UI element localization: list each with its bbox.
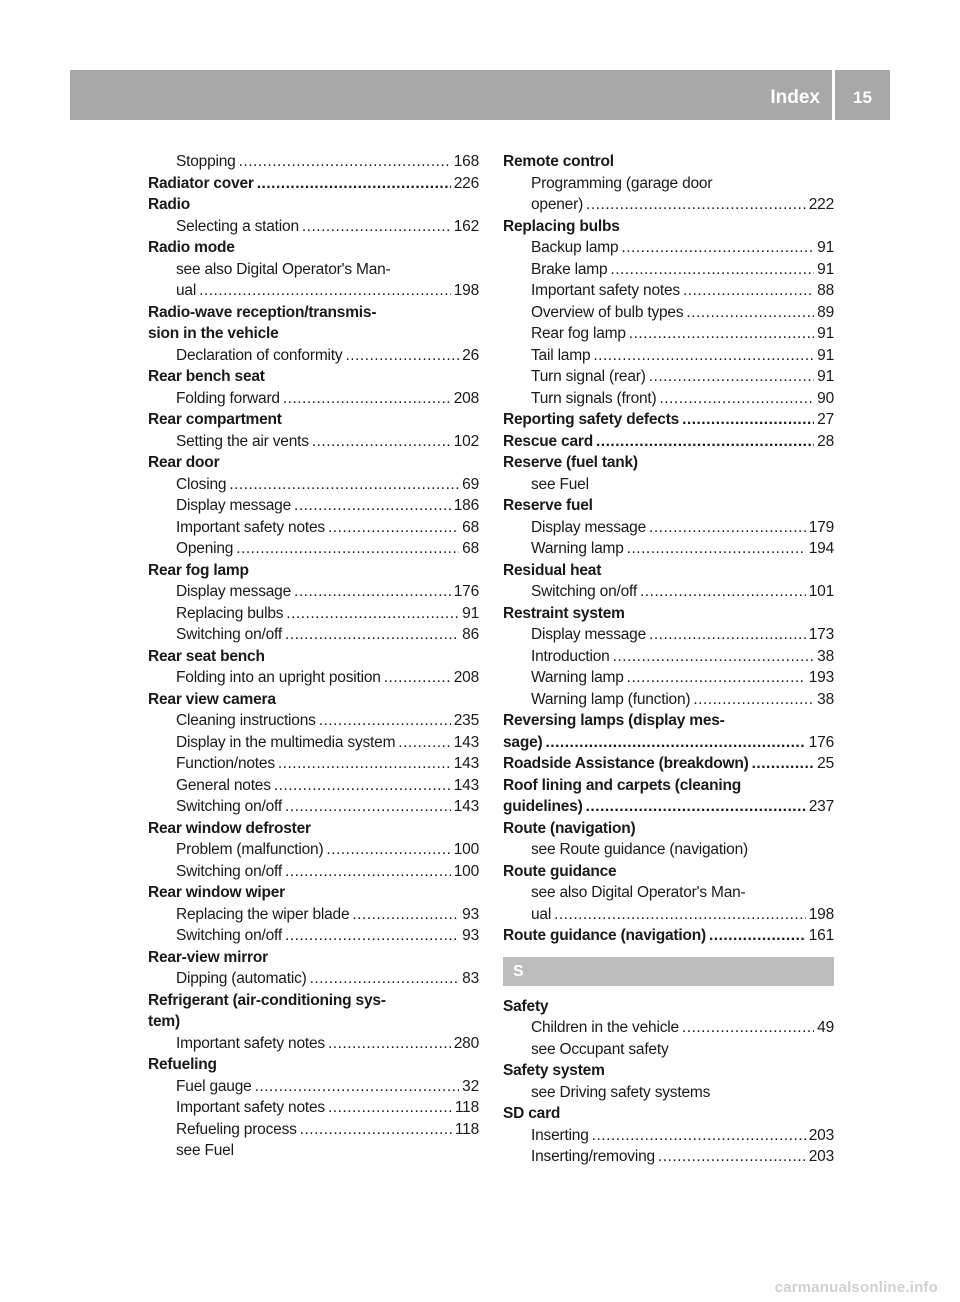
dot-leader <box>229 474 459 496</box>
dot-leader <box>613 646 815 668</box>
dot-leader <box>345 345 459 367</box>
entry-page-number: 38 <box>817 647 834 665</box>
dot-leader <box>649 624 806 646</box>
entry-page-number: 38 <box>817 690 834 708</box>
dot-leader <box>310 968 460 990</box>
entry-page-number: 208 <box>453 389 479 407</box>
index-entry <box>148 538 479 560</box>
index-heading: Reserve fuel <box>503 497 593 514</box>
entry-text: Folding into an upright position <box>176 669 381 686</box>
entry-text: Switching on/off <box>176 927 282 944</box>
index-entry <box>148 431 479 453</box>
entry-text: Switching on/off <box>176 862 282 880</box>
index-entry <box>148 732 479 754</box>
dot-leader <box>627 538 806 560</box>
dot-leader <box>302 216 451 238</box>
dot-leader <box>294 495 451 517</box>
index-entry <box>148 624 479 646</box>
entry-text: Declaration of conformity <box>176 346 343 364</box>
entry-page-number: 161 <box>808 927 834 944</box>
entry-page-number: 179 <box>808 518 834 536</box>
entry-text: Display message <box>531 518 647 536</box>
entry-page-number: 68 <box>462 540 479 557</box>
dot-leader <box>596 431 814 453</box>
entry-text: Reporting safety defects <box>503 411 680 428</box>
index-entry <box>503 194 834 216</box>
index-heading: Reversing lamps (display mes- <box>503 712 725 729</box>
dot-leader <box>686 302 814 324</box>
index-entry <box>148 345 479 367</box>
index-reference: see Fuel <box>531 475 589 493</box>
dot-leader <box>621 237 814 259</box>
entry-page-number: 83 <box>462 970 479 987</box>
index-heading: Rear seat bench <box>148 647 265 665</box>
dot-leader <box>660 388 815 410</box>
entry-page-number: 208 <box>453 669 479 686</box>
index-heading: tem) <box>148 1013 180 1030</box>
dot-leader <box>649 366 814 388</box>
entry-text: ual <box>176 282 197 299</box>
index-entry <box>148 1119 479 1141</box>
watermark: carmanualsonline.info <box>774 1279 938 1296</box>
index-heading <box>503 925 834 947</box>
entry-page-number: 25 <box>817 755 834 772</box>
entry-page-number: 26 <box>462 346 479 364</box>
entry-text: Rear fog lamp <box>531 325 626 342</box>
index-heading <box>503 796 834 818</box>
entry-page-number: 89 <box>817 303 834 321</box>
entry-page-number: 88 <box>817 282 834 299</box>
entry-page-number: 176 <box>453 583 479 600</box>
entry-page-number: 194 <box>808 540 834 557</box>
dot-leader <box>285 624 459 646</box>
entry-text: Closing <box>176 475 227 493</box>
dot-leader <box>319 710 451 732</box>
entry-page-number: 118 <box>454 1099 479 1116</box>
index-heading: SD card <box>503 1105 561 1122</box>
index-heading: Route guidance <box>503 862 617 880</box>
index-entry <box>503 538 834 560</box>
index-heading: sion in the vehicle <box>148 325 279 342</box>
entry-page-number: 91 <box>462 604 479 622</box>
entry-text: opener) <box>531 196 584 213</box>
dot-leader <box>640 581 806 603</box>
dot-leader <box>709 925 806 947</box>
entry-page-number: 93 <box>462 927 479 944</box>
index-entry <box>148 667 479 689</box>
entry-page-number: 203 <box>808 1126 834 1144</box>
index-heading: Route (navigation) <box>503 819 636 837</box>
index-reference: see also Digital Operator's Man- <box>531 884 746 901</box>
index-heading: Rear view camera <box>148 690 276 708</box>
dot-leader <box>593 345 814 367</box>
index-entry <box>503 689 834 711</box>
entry-page-number: 143 <box>453 755 479 772</box>
entry-text: Setting the air vents <box>176 432 309 450</box>
entry-page-number: 32 <box>462 1077 479 1095</box>
entry-page-number: 91 <box>817 239 834 256</box>
index-entry <box>148 151 479 173</box>
entry-text: guidelines) <box>503 798 583 815</box>
entry-text: Important safety notes <box>531 282 680 299</box>
dot-leader <box>658 1146 806 1168</box>
entry-text: Problem (malfunction) <box>176 841 324 858</box>
index-entry <box>503 1017 834 1039</box>
entry-page-number: 280 <box>453 1034 479 1052</box>
dot-leader <box>312 431 451 453</box>
entry-text: Switching on/off <box>176 626 282 643</box>
entry-text: Switching on/off <box>176 798 282 815</box>
index-entry <box>148 925 479 947</box>
dot-leader <box>629 323 814 345</box>
dot-leader <box>384 667 451 689</box>
index-reference: Programming (garage door <box>531 174 713 192</box>
entry-text: Display message <box>176 497 292 514</box>
entry-page-number: 102 <box>453 432 479 450</box>
dot-leader <box>278 753 451 775</box>
index-entry <box>148 710 479 732</box>
index-heading <box>503 409 834 431</box>
entry-page-number: 91 <box>817 346 834 364</box>
dot-leader <box>274 775 451 797</box>
dot-leader <box>286 603 459 625</box>
entry-page-number: 91 <box>817 368 834 385</box>
entry-text: Brake lamp <box>531 260 608 278</box>
entry-text: Children in the vehicle <box>531 1019 679 1036</box>
dot-leader <box>610 259 814 281</box>
index-entry <box>148 474 479 496</box>
entry-text: Replacing the wiper blade <box>176 905 350 923</box>
entry-text: sage) <box>503 733 543 751</box>
index-heading: Radio-wave reception/transmis- <box>148 303 377 321</box>
entry-text: Switching on/off <box>531 583 637 600</box>
index-heading <box>503 753 834 775</box>
index-reference: see Driving safety systems <box>531 1083 711 1101</box>
entry-page-number: 143 <box>453 733 479 751</box>
entry-page-number: 237 <box>808 798 834 815</box>
index-heading: Radio mode <box>148 239 235 256</box>
index-entry <box>503 667 834 689</box>
index-heading: Roof lining and carpets (cleaning <box>503 776 741 794</box>
index-reference: see also Digital Operator's Man- <box>176 260 391 278</box>
entry-page-number: 93 <box>462 905 479 923</box>
index-entry <box>503 1146 834 1168</box>
dot-leader <box>328 1033 451 1055</box>
index-entry <box>503 1125 834 1147</box>
entry-text: Important safety notes <box>176 1034 325 1052</box>
index-entry <box>503 280 834 302</box>
entry-page-number: 198 <box>808 905 834 923</box>
entry-text: Important safety notes <box>176 1099 325 1116</box>
entry-text: Function/notes <box>176 755 275 772</box>
index-entry <box>503 259 834 281</box>
dot-leader <box>682 1017 814 1039</box>
index-heading: Rear-view mirror <box>148 948 268 966</box>
dot-leader <box>283 388 451 410</box>
index-entry <box>503 624 834 646</box>
entry-page-number: 49 <box>817 1019 834 1036</box>
entry-page-number: 173 <box>808 626 834 643</box>
dot-leader <box>592 1125 806 1147</box>
dot-leader <box>328 517 459 539</box>
entry-page-number: 101 <box>808 583 834 600</box>
entry-text: Stopping <box>176 153 236 170</box>
entry-text: Selecting a station <box>176 217 299 235</box>
entry-page-number: 176 <box>808 733 834 751</box>
index-entry <box>148 1076 479 1098</box>
entry-page-number: 222 <box>808 196 834 213</box>
index-entry <box>503 388 834 410</box>
entry-page-number: 100 <box>453 841 479 858</box>
index-heading <box>148 173 479 195</box>
index-entry <box>503 646 834 668</box>
entry-text: Replacing bulbs <box>176 604 284 622</box>
dot-leader <box>255 1076 460 1098</box>
entry-text: Turn signals (front) <box>531 389 657 407</box>
index-entry <box>503 345 834 367</box>
entry-text: Introduction <box>531 647 610 665</box>
dot-leader <box>285 861 451 883</box>
entry-text: Cleaning instructions <box>176 712 316 729</box>
entry-page-number: 168 <box>453 153 479 170</box>
index-heading: Rear door <box>148 454 220 471</box>
entry-text: Backup lamp <box>531 239 619 256</box>
index-heading: Radio <box>148 196 191 213</box>
index-entry <box>503 302 834 324</box>
index-entry <box>503 366 834 388</box>
entry-page-number: 91 <box>817 325 834 342</box>
index-entry <box>148 517 479 539</box>
page-header <box>70 70 890 120</box>
entry-page-number: 118 <box>454 1120 479 1138</box>
dot-leader <box>586 796 806 818</box>
index-heading: Replacing bulbs <box>503 217 620 235</box>
index-column-right <box>503 151 834 1168</box>
index-entry <box>148 775 479 797</box>
entry-page-number: 27 <box>817 411 834 428</box>
index-heading <box>503 732 834 754</box>
index-heading: Rear bench seat <box>148 368 265 385</box>
entry-page-number: 143 <box>453 798 479 815</box>
index-reference: see Occupant safety <box>531 1040 669 1058</box>
dot-leader <box>326 839 450 861</box>
section-title: Index <box>770 87 820 108</box>
entry-page-number: 226 <box>453 174 479 192</box>
dot-leader <box>682 409 814 431</box>
entry-text: Radiator cover <box>148 174 254 192</box>
entry-page-number: 186 <box>453 497 479 514</box>
index-entry <box>503 237 834 259</box>
entry-text: General notes <box>176 776 271 794</box>
entry-page-number: 162 <box>453 217 479 235</box>
entry-text: Display message <box>176 583 292 600</box>
entry-page-number: 69 <box>462 475 479 493</box>
index-reference: see Route guidance (navigation) <box>531 841 748 858</box>
entry-text: ual <box>531 905 552 923</box>
entry-text: Roadside Assistance (breakdown) <box>503 755 749 772</box>
dot-leader <box>300 1119 452 1141</box>
index-entry <box>148 839 479 861</box>
entry-text: Dipping (automatic) <box>176 970 307 987</box>
index-heading: Refueling <box>148 1056 217 1073</box>
entry-text: Warning lamp <box>531 540 624 557</box>
dot-leader <box>683 280 814 302</box>
index-entry <box>148 495 479 517</box>
index-heading: Remote control <box>503 153 614 170</box>
dot-leader <box>398 732 450 754</box>
index-heading: Safety system <box>503 1062 605 1079</box>
dot-leader <box>236 538 459 560</box>
dot-leader <box>627 667 806 689</box>
index-heading: Refrigerant (air-conditioning sys- <box>148 991 386 1009</box>
index-entry <box>503 581 834 603</box>
entry-text: Route guidance (navigation) <box>503 927 706 944</box>
index-entry <box>148 861 479 883</box>
entry-page-number: 235 <box>453 712 479 729</box>
index-entry <box>148 388 479 410</box>
entry-text: Warning lamp <box>531 669 624 686</box>
dot-leader <box>285 796 451 818</box>
entry-text: Folding forward <box>176 389 280 407</box>
dot-leader <box>239 151 451 173</box>
index-entry <box>148 280 479 302</box>
entry-text: Overview of bulb types <box>531 303 684 321</box>
index-entry <box>148 603 479 625</box>
dot-leader <box>199 280 451 302</box>
index-heading <box>503 431 834 453</box>
index-heading: Rear window defroster <box>148 819 311 837</box>
section-letter-bar: S <box>503 957 834 986</box>
dot-leader <box>586 194 806 216</box>
entry-page-number: 198 <box>453 282 479 299</box>
index-entry <box>148 796 479 818</box>
index-entry <box>148 968 479 990</box>
index-heading: Safety <box>503 997 549 1015</box>
index-entry <box>503 517 834 539</box>
index-heading: Rear window wiper <box>148 884 285 901</box>
entry-text: Refueling process <box>176 1120 297 1138</box>
index-entry <box>148 581 479 603</box>
page-number: 15 <box>853 88 872 107</box>
index-heading: Reserve (fuel tank) <box>503 454 638 471</box>
entry-page-number: 86 <box>462 626 479 643</box>
index-entry <box>148 1097 479 1119</box>
index-heading: Residual heat <box>503 561 602 579</box>
index-entry <box>503 323 834 345</box>
entry-text: Inserting <box>531 1126 589 1144</box>
entry-text: Tail lamp <box>531 346 591 364</box>
entry-page-number: 143 <box>453 776 479 794</box>
entry-text: Turn signal (rear) <box>531 368 646 385</box>
entry-page-number: 193 <box>808 669 834 686</box>
entry-text: Fuel gauge <box>176 1077 252 1095</box>
index-column-left <box>148 151 479 1162</box>
dot-leader <box>294 581 451 603</box>
index-entry <box>503 904 834 926</box>
entry-page-number: 90 <box>817 389 834 407</box>
dot-leader <box>546 732 806 754</box>
entry-text: Important safety notes <box>176 518 325 536</box>
entry-page-number: 68 <box>462 518 479 536</box>
index-entry <box>148 753 479 775</box>
dot-leader <box>752 753 815 775</box>
entry-text: Display message <box>531 626 647 643</box>
dot-leader <box>649 517 806 539</box>
entry-text: Display in the multimedia system <box>176 733 396 751</box>
dot-leader <box>352 904 459 926</box>
entry-page-number: 203 <box>808 1148 834 1165</box>
entry-page-number: 100 <box>453 862 479 880</box>
dot-leader <box>554 904 806 926</box>
index-heading: Rear fog lamp <box>148 561 249 579</box>
entry-text: Opening <box>176 540 234 557</box>
dot-leader <box>257 173 451 195</box>
entry-text: Inserting/removing <box>531 1148 655 1165</box>
dot-leader <box>693 689 814 711</box>
dot-leader <box>328 1097 452 1119</box>
index-entry <box>148 1033 479 1055</box>
entry-text: Rescue card <box>503 432 593 450</box>
index-reference: see Fuel <box>176 1142 234 1159</box>
entry-page-number: 91 <box>817 260 834 278</box>
index-entry <box>148 216 479 238</box>
entry-text: Warning lamp (function) <box>531 690 691 708</box>
dot-leader <box>285 925 459 947</box>
index-entry <box>148 904 479 926</box>
index-heading: Rear compartment <box>148 411 282 428</box>
entry-page-number: 28 <box>817 432 834 450</box>
index-heading: Restraint system <box>503 604 625 622</box>
